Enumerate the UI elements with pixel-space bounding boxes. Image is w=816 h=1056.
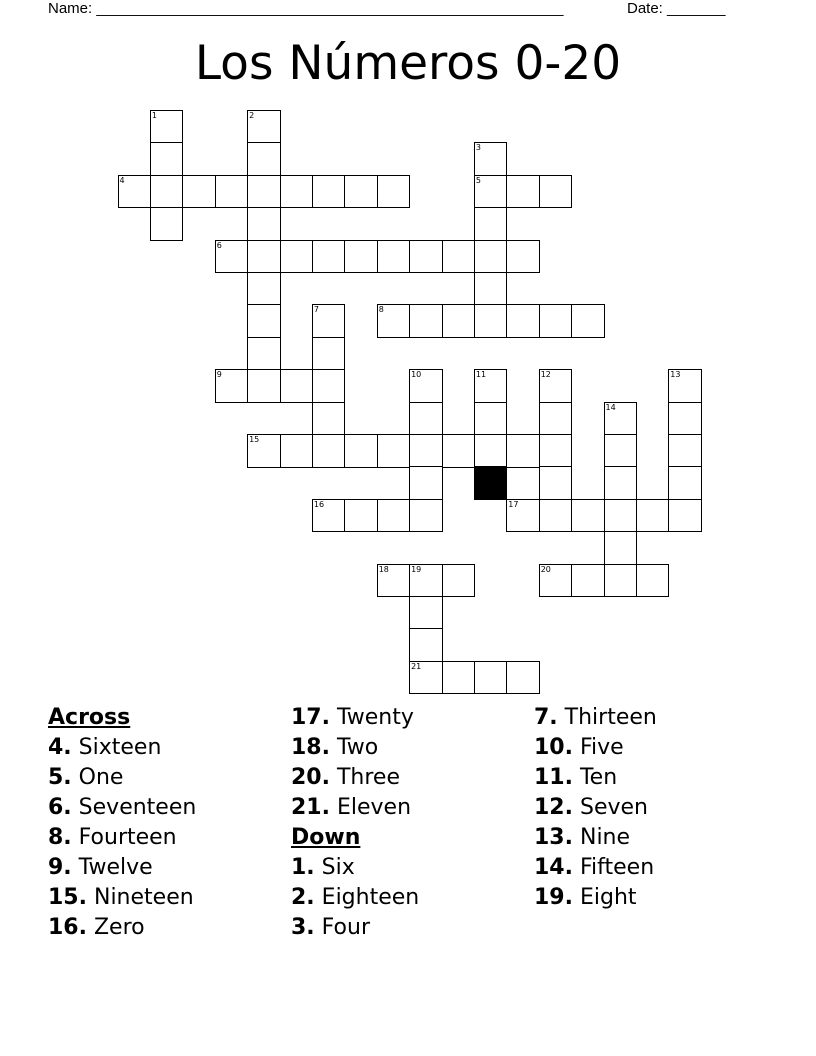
cell-number: 5 (475, 175, 481, 185)
clue-text: Eighteen (321, 885, 420, 910)
crossword-cell[interactable] (377, 564, 411, 598)
crossword-cell[interactable] (280, 434, 314, 468)
down-clue (534, 823, 657, 853)
crossword-cell[interactable] (215, 240, 249, 274)
crossword-cell[interactable] (312, 304, 346, 338)
clue-text: Seven (579, 795, 648, 820)
clue-number: 15. (48, 885, 87, 910)
clue-number: 13. (534, 825, 573, 850)
across-clue (48, 793, 196, 823)
across-clue (291, 703, 419, 733)
clue-number: 3. (291, 915, 315, 940)
across-heading: Across (48, 705, 131, 730)
crossword-cell[interactable] (474, 240, 508, 274)
cell-number: 8 (378, 305, 384, 315)
cell-number: 12 (540, 370, 551, 380)
crossword-cell[interactable] (442, 240, 476, 274)
clue-number: 7. (534, 705, 558, 730)
crossword-cell[interactable] (344, 434, 378, 468)
name-field-label[interactable]: Name: ________________________________________________________ (48, 0, 564, 17)
across-clue (48, 853, 196, 883)
clue-number: 10. (534, 735, 573, 760)
crossword-cell[interactable] (344, 240, 378, 274)
crossword-cell[interactable] (604, 564, 638, 598)
cell-number: 20 (540, 564, 551, 574)
crossword-cell[interactable] (280, 240, 314, 274)
across-clue (48, 763, 196, 793)
clue-text: Four (321, 915, 370, 940)
down-heading: Down (291, 825, 361, 850)
crossword-cell[interactable] (604, 434, 638, 468)
crossword-cell[interactable] (409, 661, 443, 695)
cell-number: 15 (249, 435, 260, 444)
across-clue (291, 763, 419, 793)
across-clue (291, 733, 419, 763)
crossword-cell[interactable] (377, 240, 411, 274)
cell-number: 21 (411, 661, 422, 671)
crossword-cell[interactable] (247, 434, 281, 468)
cell-number: 3 (475, 143, 481, 153)
crossword-cell[interactable] (247, 240, 281, 274)
crossword-cell[interactable] (474, 304, 508, 338)
crossword-cell[interactable] (344, 499, 378, 533)
clue-number: 2. (291, 885, 315, 910)
crossword-cell[interactable] (377, 304, 411, 338)
crossword-block (474, 466, 508, 500)
crossword-cell[interactable] (409, 628, 443, 662)
cell-number: 7 (313, 305, 319, 315)
clue-text: Fifteen (579, 855, 655, 880)
crossword-cell[interactable] (377, 175, 411, 209)
crossword-cell[interactable] (442, 564, 476, 598)
clue-text: Eleven (336, 795, 412, 820)
clue-text: Fourteen (78, 825, 177, 850)
cell-number: 6 (216, 240, 222, 250)
crossword-cell[interactable] (409, 304, 443, 338)
down-clue (534, 883, 657, 913)
cell-number: 18 (378, 564, 389, 574)
crossword-cell[interactable] (604, 402, 638, 436)
crossword-cell[interactable] (150, 175, 184, 209)
crossword-cell[interactable] (604, 499, 638, 533)
date-field-label[interactable]: Date: _______ (627, 0, 726, 17)
crossword-cell[interactable] (506, 661, 540, 695)
clue-number: 11. (534, 765, 573, 790)
clue-number: 21. (291, 795, 330, 820)
crossword-cell[interactable] (506, 240, 540, 274)
crossword-cell[interactable] (506, 499, 540, 533)
clue-text: Ten (579, 765, 618, 790)
cell-number: 10 (411, 370, 422, 380)
crossword-cell[interactable] (506, 175, 540, 209)
cell-number: 19 (411, 564, 422, 574)
clue-text: Thirteen (564, 705, 657, 730)
crossword-cell[interactable] (539, 175, 573, 209)
clue-number: 19. (534, 885, 573, 910)
crossword-cell[interactable] (118, 175, 152, 209)
clue-text: Nine (579, 825, 631, 850)
crossword-cell[interactable] (474, 661, 508, 695)
clue-number: 12. (534, 795, 573, 820)
clue-text: Sixteen (78, 735, 162, 760)
crossword-cell[interactable] (474, 434, 508, 468)
clue-number: 5. (48, 765, 72, 790)
clue-number: 17. (291, 705, 330, 730)
clue-number: 6. (48, 795, 72, 820)
across-clue (48, 913, 196, 943)
crossword-cell[interactable] (604, 466, 638, 500)
crossword-cell[interactable] (312, 369, 346, 403)
cell-number: 4 (119, 175, 125, 185)
clue-column-1 (48, 703, 196, 943)
crossword-cell[interactable] (312, 499, 346, 533)
clue-number: 4. (48, 735, 72, 760)
crossword-cell[interactable] (150, 142, 184, 176)
crossword-cell[interactable] (150, 207, 184, 241)
crossword-cell[interactable] (247, 337, 281, 371)
crossword-cell[interactable] (312, 402, 346, 436)
clue-text: Zero (93, 915, 145, 940)
crossword-cell[interactable] (506, 434, 540, 468)
clue-text: Seventeen (78, 795, 197, 820)
crossword-cell[interactable] (215, 369, 249, 403)
down-clue (534, 793, 657, 823)
clue-text: Twenty (336, 705, 414, 730)
across-clue (48, 733, 196, 763)
clue-number: 1. (291, 855, 315, 880)
crossword-cell[interactable] (409, 402, 443, 436)
down-clue (291, 883, 419, 913)
crossword-cell[interactable] (344, 175, 378, 209)
crossword-cell[interactable] (539, 499, 573, 533)
cell-number: 17 (508, 499, 519, 509)
crossword-cell[interactable] (636, 564, 670, 598)
crossword-cell[interactable] (247, 369, 281, 403)
crossword-cell[interactable] (604, 531, 638, 565)
crossword-cell[interactable] (474, 175, 508, 209)
clue-text: Two (336, 735, 379, 760)
crossword-cell[interactable] (247, 272, 281, 306)
crossword-cell[interactable] (539, 434, 573, 468)
crossword-cell[interactable] (312, 175, 346, 209)
down-clue (534, 853, 657, 883)
clue-text: Twelve (78, 855, 153, 880)
clue-number: 18. (291, 735, 330, 760)
clue-text: Nineteen (93, 885, 194, 910)
across-clue (48, 823, 196, 853)
cell-number: 9 (216, 370, 222, 380)
crossword-cell[interactable] (409, 434, 443, 468)
down-clue (534, 763, 657, 793)
clue-text: Eight (579, 885, 637, 910)
cell-number: 16 (313, 499, 325, 509)
crossword-cell[interactable] (474, 142, 508, 176)
crossword-cell[interactable] (150, 110, 184, 144)
clue-number: 20. (291, 765, 330, 790)
crossword-cell[interactable] (312, 434, 346, 468)
crossword-cell[interactable] (247, 142, 281, 176)
crossword-cell[interactable] (539, 304, 573, 338)
crossword-cell[interactable] (474, 402, 508, 436)
clue-column-2 (291, 703, 419, 943)
crossword-cell[interactable] (409, 466, 443, 500)
crossword-cell[interactable] (280, 369, 314, 403)
cell-number: 14 (605, 402, 616, 412)
crossword-cell[interactable] (474, 272, 508, 306)
crossword-cell[interactable] (409, 240, 443, 274)
crossword-cell[interactable] (312, 337, 346, 371)
cell-number: 1 (151, 111, 157, 120)
crossword-cell[interactable] (280, 175, 314, 209)
clue-number: 16. (48, 915, 87, 940)
crossword-cell[interactable] (539, 402, 573, 436)
crossword-cell[interactable] (539, 466, 573, 500)
down-clue (291, 853, 419, 883)
crossword-cell[interactable] (668, 369, 702, 403)
crossword-cell[interactable] (668, 466, 702, 500)
clue-text: Five (579, 735, 624, 760)
clue-text: Six (321, 855, 355, 880)
crossword-cell[interactable] (312, 240, 346, 274)
clue-number: 14. (534, 855, 573, 880)
across-clue (48, 883, 196, 913)
clue-number: 8. (48, 825, 72, 850)
clue-text: Three (336, 765, 400, 790)
crossword-cell[interactable] (571, 304, 605, 338)
crossword-cell[interactable] (571, 499, 605, 533)
cell-number: 2 (249, 111, 255, 120)
crossword-cell[interactable] (442, 434, 476, 468)
crossword-cell[interactable] (636, 499, 670, 533)
crossword-cell[interactable] (409, 596, 443, 630)
crossword-cell[interactable] (571, 564, 605, 598)
crossword-cell[interactable] (182, 175, 216, 209)
crossword-cell[interactable] (409, 564, 443, 598)
crossword-cell[interactable] (442, 304, 476, 338)
crossword-cell[interactable] (668, 434, 702, 468)
crossword-cell[interactable] (247, 175, 281, 209)
crossword-cell[interactable] (539, 564, 573, 598)
down-clue (534, 733, 657, 763)
down-clue (534, 703, 657, 733)
crossword-cell[interactable] (409, 369, 443, 403)
cell-number: 13 (670, 370, 681, 380)
clue-text: One (78, 765, 124, 790)
clue-number: 9. (48, 855, 72, 880)
crossword-cell[interactable] (377, 499, 411, 533)
crossword-cell[interactable] (377, 434, 411, 468)
crossword-cell[interactable] (247, 304, 281, 338)
crossword-cell[interactable] (215, 175, 249, 209)
crossword-cell[interactable] (474, 207, 508, 241)
crossword-cell[interactable] (247, 207, 281, 241)
crossword-cell[interactable] (539, 369, 573, 403)
cell-number: 11 (475, 370, 487, 380)
page-title: Los Números 0-20 (194, 36, 622, 91)
clue-column-3 (534, 703, 657, 913)
across-clue (291, 793, 419, 823)
down-clue (291, 913, 419, 943)
crossword-cell[interactable] (668, 499, 702, 533)
crossword-cell[interactable] (668, 402, 702, 436)
crossword-cell[interactable] (506, 304, 540, 338)
crossword-cell[interactable] (247, 110, 281, 144)
crossword-cell[interactable] (474, 369, 508, 403)
crossword-cell[interactable] (409, 499, 443, 533)
crossword-cell[interactable] (442, 661, 476, 695)
